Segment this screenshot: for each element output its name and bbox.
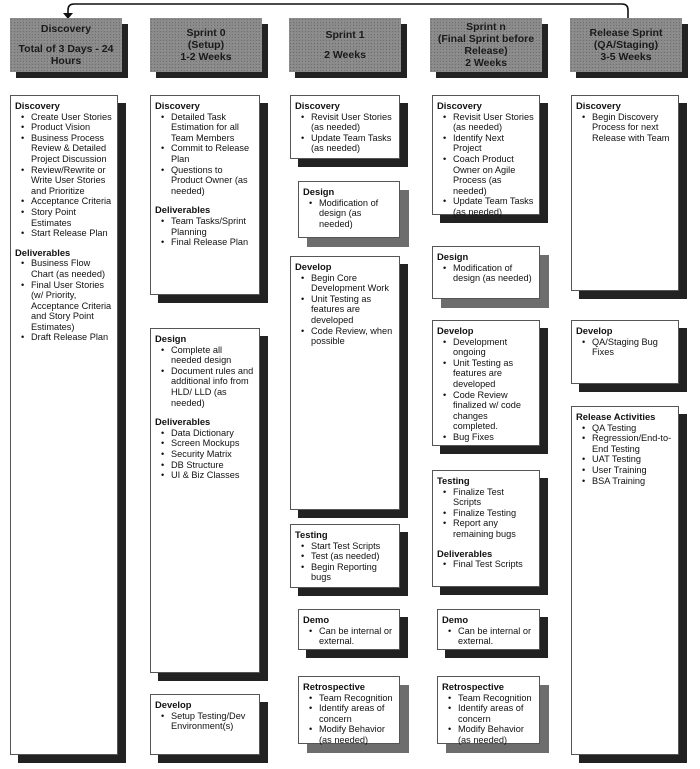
release-develop-box [571, 320, 679, 384]
section-title: Release Activities [576, 411, 656, 422]
develop-list [576, 337, 673, 358]
list-item: • Modify Behavior (as needed) [319, 724, 394, 745]
phase-title: Sprint n [466, 21, 506, 33]
list-item: • Revisit User Stories (as needed) [311, 112, 394, 133]
sprintn-demo-box [437, 609, 540, 650]
sprintn-retrospective-box [437, 676, 540, 744]
develop-list [437, 337, 534, 443]
list-item: • Report any remaining bugs [453, 518, 534, 539]
list-item: • Code Review finalized w/ code changes completed. [453, 390, 534, 432]
list-item: • Start Test Scripts [311, 541, 394, 552]
phase-title: Sprint 1 [325, 29, 365, 41]
list-item: • Detailed Task Estimation for all Team Members [171, 112, 254, 144]
list-item: • Can be internal or external. [458, 626, 534, 647]
testing-list [295, 541, 394, 583]
deliverables-list [155, 216, 254, 248]
list-item: • Final Test Scripts [453, 559, 534, 570]
list-item: • Finalize Test Scripts [453, 487, 534, 508]
list-item: • Begin Core Development Work [311, 273, 394, 294]
design-list [155, 345, 254, 409]
section-title: Discovery [155, 100, 200, 111]
list-item: • Team Recognition [458, 693, 534, 704]
list-item: • Can be internal or external. [319, 626, 394, 647]
release-activities-box [571, 406, 679, 755]
sprint1-testing-box [290, 524, 400, 588]
sprintn-testing-box [432, 470, 540, 587]
section-title: Deliverables [155, 416, 211, 428]
section-title: Testing [437, 475, 470, 486]
section-title: Design [303, 186, 335, 197]
section-title: Design [155, 333, 187, 344]
deliverables-list [155, 428, 254, 481]
sprint1-design-box [298, 181, 400, 238]
list-item: • Update Team Tasks (as needed) [311, 133, 394, 154]
discovery-list [576, 112, 673, 144]
sprint1-discovery-box [290, 95, 400, 159]
list-item: • Create User Stories [31, 112, 112, 123]
sprintn-discovery-box [432, 95, 540, 215]
list-item: • Unit Testing as features are developed [311, 294, 394, 326]
list-item: • Begin Reporting bugs [311, 562, 394, 583]
list-item: • Revisit User Stories (as needed) [453, 112, 534, 133]
phase-subtitle: (Final Sprint before [437, 33, 535, 45]
list-item: • UAT Testing [592, 454, 673, 465]
list-item: • Test (as needed) [311, 551, 394, 562]
deliverables-list [437, 559, 534, 570]
list-item: • Identify areas of concern [319, 703, 394, 724]
section-title: Develop [155, 699, 192, 710]
list-item: • Begin Discovery Process for next Release with Team [592, 112, 673, 144]
list-item: • UI & Biz Classes [171, 470, 254, 481]
list-item: • Coach Product Owner on Agile Process (as needed) [453, 154, 534, 196]
list-item: • DB Structure [171, 460, 254, 471]
phase-subtitle: Release) [464, 45, 508, 57]
list-item: • Modification of design (as needed) [319, 198, 394, 230]
list-item: • Identify areas of concern [458, 703, 534, 724]
list-item: • Modify Behavior (as needed) [458, 724, 534, 745]
design-list [303, 198, 394, 230]
discovery-box [10, 95, 118, 755]
list-item: • Start Release Plan [31, 228, 112, 239]
phase-subtitle: (Setup) [187, 39, 225, 51]
section-title: Deliverables [155, 204, 211, 216]
section-title: Design [437, 251, 469, 262]
list-item: • Identify Next Project [453, 133, 534, 154]
section-title: Develop [576, 325, 613, 336]
phase-subtitle: 1-2 Weeks [180, 51, 232, 63]
section-title: Retrospective [442, 681, 505, 692]
sprint1-develop-box [290, 256, 400, 510]
discovery-list [15, 112, 112, 239]
section-title: Testing [295, 529, 328, 540]
section-title: Deliverables [437, 547, 493, 559]
discovery-list [295, 112, 394, 154]
phase-header-sprint-0 [150, 18, 262, 72]
deliverables-list [15, 258, 112, 343]
list-item: • Code Review, when possible [311, 326, 394, 347]
phase-subtitle: 3-5 Weeks [600, 51, 652, 63]
list-item: • Development ongoing [453, 337, 534, 358]
list-item: • Setup Testing/Dev Environment(s) [171, 711, 254, 732]
retrospective-list [303, 693, 394, 746]
develop-list [295, 273, 394, 347]
sprint1-demo-box [298, 609, 400, 650]
list-item: • Draft Release Plan [31, 332, 112, 343]
phase-header-sprint-n [430, 18, 542, 72]
testing-list [437, 487, 534, 540]
list-item: • Review/Rewrite or Write User Stories and Prioritize [31, 165, 112, 197]
phase-subtitle: Total of 3 Days - 24 [18, 43, 114, 55]
list-item: • Complete all needed design [171, 345, 254, 366]
list-item: • Final Release Plan [171, 237, 254, 248]
list-item: • Security Matrix [171, 449, 254, 460]
list-item: • Screen Mockups [171, 438, 254, 449]
release-discovery-box [571, 95, 679, 291]
phase-subtitle: 2 Weeks [465, 57, 507, 69]
section-title: Discovery [437, 100, 482, 111]
sprint1-retrospective-box [298, 676, 400, 744]
discovery-list [155, 112, 254, 197]
phase-subtitle: (QA/Staging) [593, 39, 659, 51]
section-title: Deliverables [15, 246, 71, 258]
list-item: • Modification of design (as needed) [453, 263, 534, 284]
section-title: Develop [295, 261, 332, 272]
phase-title: Discovery [40, 23, 92, 35]
section-title: Discovery [576, 100, 621, 111]
list-item: • Document rules and additional info from HLD/ LLD (as needed) [171, 366, 254, 408]
develop-list [155, 711, 254, 732]
list-item: • Acceptance Criteria [31, 196, 112, 207]
sprintn-develop-box [432, 320, 540, 446]
list-item: • Final User Stories (w/ Priority, Acceptance Criteria and Story Point Estimates) [31, 280, 112, 333]
release-activities-list [576, 423, 673, 487]
phase-subtitle: Hours [50, 55, 82, 67]
list-item: • Questions to Product Owner (as needed) [171, 165, 254, 197]
phase-header-release-sprint [570, 18, 682, 72]
list-item: • User Training [592, 465, 673, 476]
phase-title: Release Sprint [589, 27, 663, 39]
list-item: • QA Testing [592, 423, 673, 434]
phase-title: Sprint 0 [186, 27, 226, 39]
section-title: Retrospective [303, 681, 366, 692]
list-item: • Team Tasks/Sprint Planning [171, 216, 254, 237]
demo-list [442, 626, 534, 647]
list-item: • Product Vision [31, 122, 112, 133]
design-list [437, 263, 534, 284]
phase-header-sprint-1 [289, 18, 401, 72]
retrospective-list [442, 693, 534, 746]
list-item: • Commit to Release Plan [171, 143, 254, 164]
list-item: • Finalize Testing [453, 508, 534, 519]
section-title: Discovery [15, 100, 60, 111]
section-title: Demo [303, 614, 330, 625]
list-item: • Story Point Estimates [31, 207, 112, 228]
list-item: • Bug Fixes [453, 432, 534, 443]
list-item: • Regression/End-to-End Testing [592, 433, 673, 454]
list-item: • Team Recognition [319, 693, 394, 704]
section-title: Demo [442, 614, 469, 625]
list-item: • Unit Testing as features are developed [453, 358, 534, 390]
section-title: Discovery [295, 100, 340, 111]
phase-header-discovery [10, 18, 122, 72]
list-item: • BSA Training [592, 476, 673, 487]
sprint0-discovery-box [150, 95, 260, 295]
list-item: • Update Team Tasks (as needed) [453, 196, 534, 217]
demo-list [303, 626, 394, 647]
sprint0-develop-box [150, 694, 260, 755]
phase-subtitle: 2 Weeks [324, 49, 366, 61]
list-item: • Business Process Review & Detailed Project Discussion [31, 133, 112, 165]
list-item: • Business Flow Chart (as needed) [31, 258, 112, 279]
sprint0-design-box [150, 328, 260, 673]
list-item: • QA/Staging Bug Fixes [592, 337, 673, 358]
list-item: • Data Dictionary [171, 428, 254, 439]
sprintn-design-box [432, 246, 540, 299]
discovery-list [437, 112, 534, 218]
section-title: Develop [437, 325, 474, 336]
